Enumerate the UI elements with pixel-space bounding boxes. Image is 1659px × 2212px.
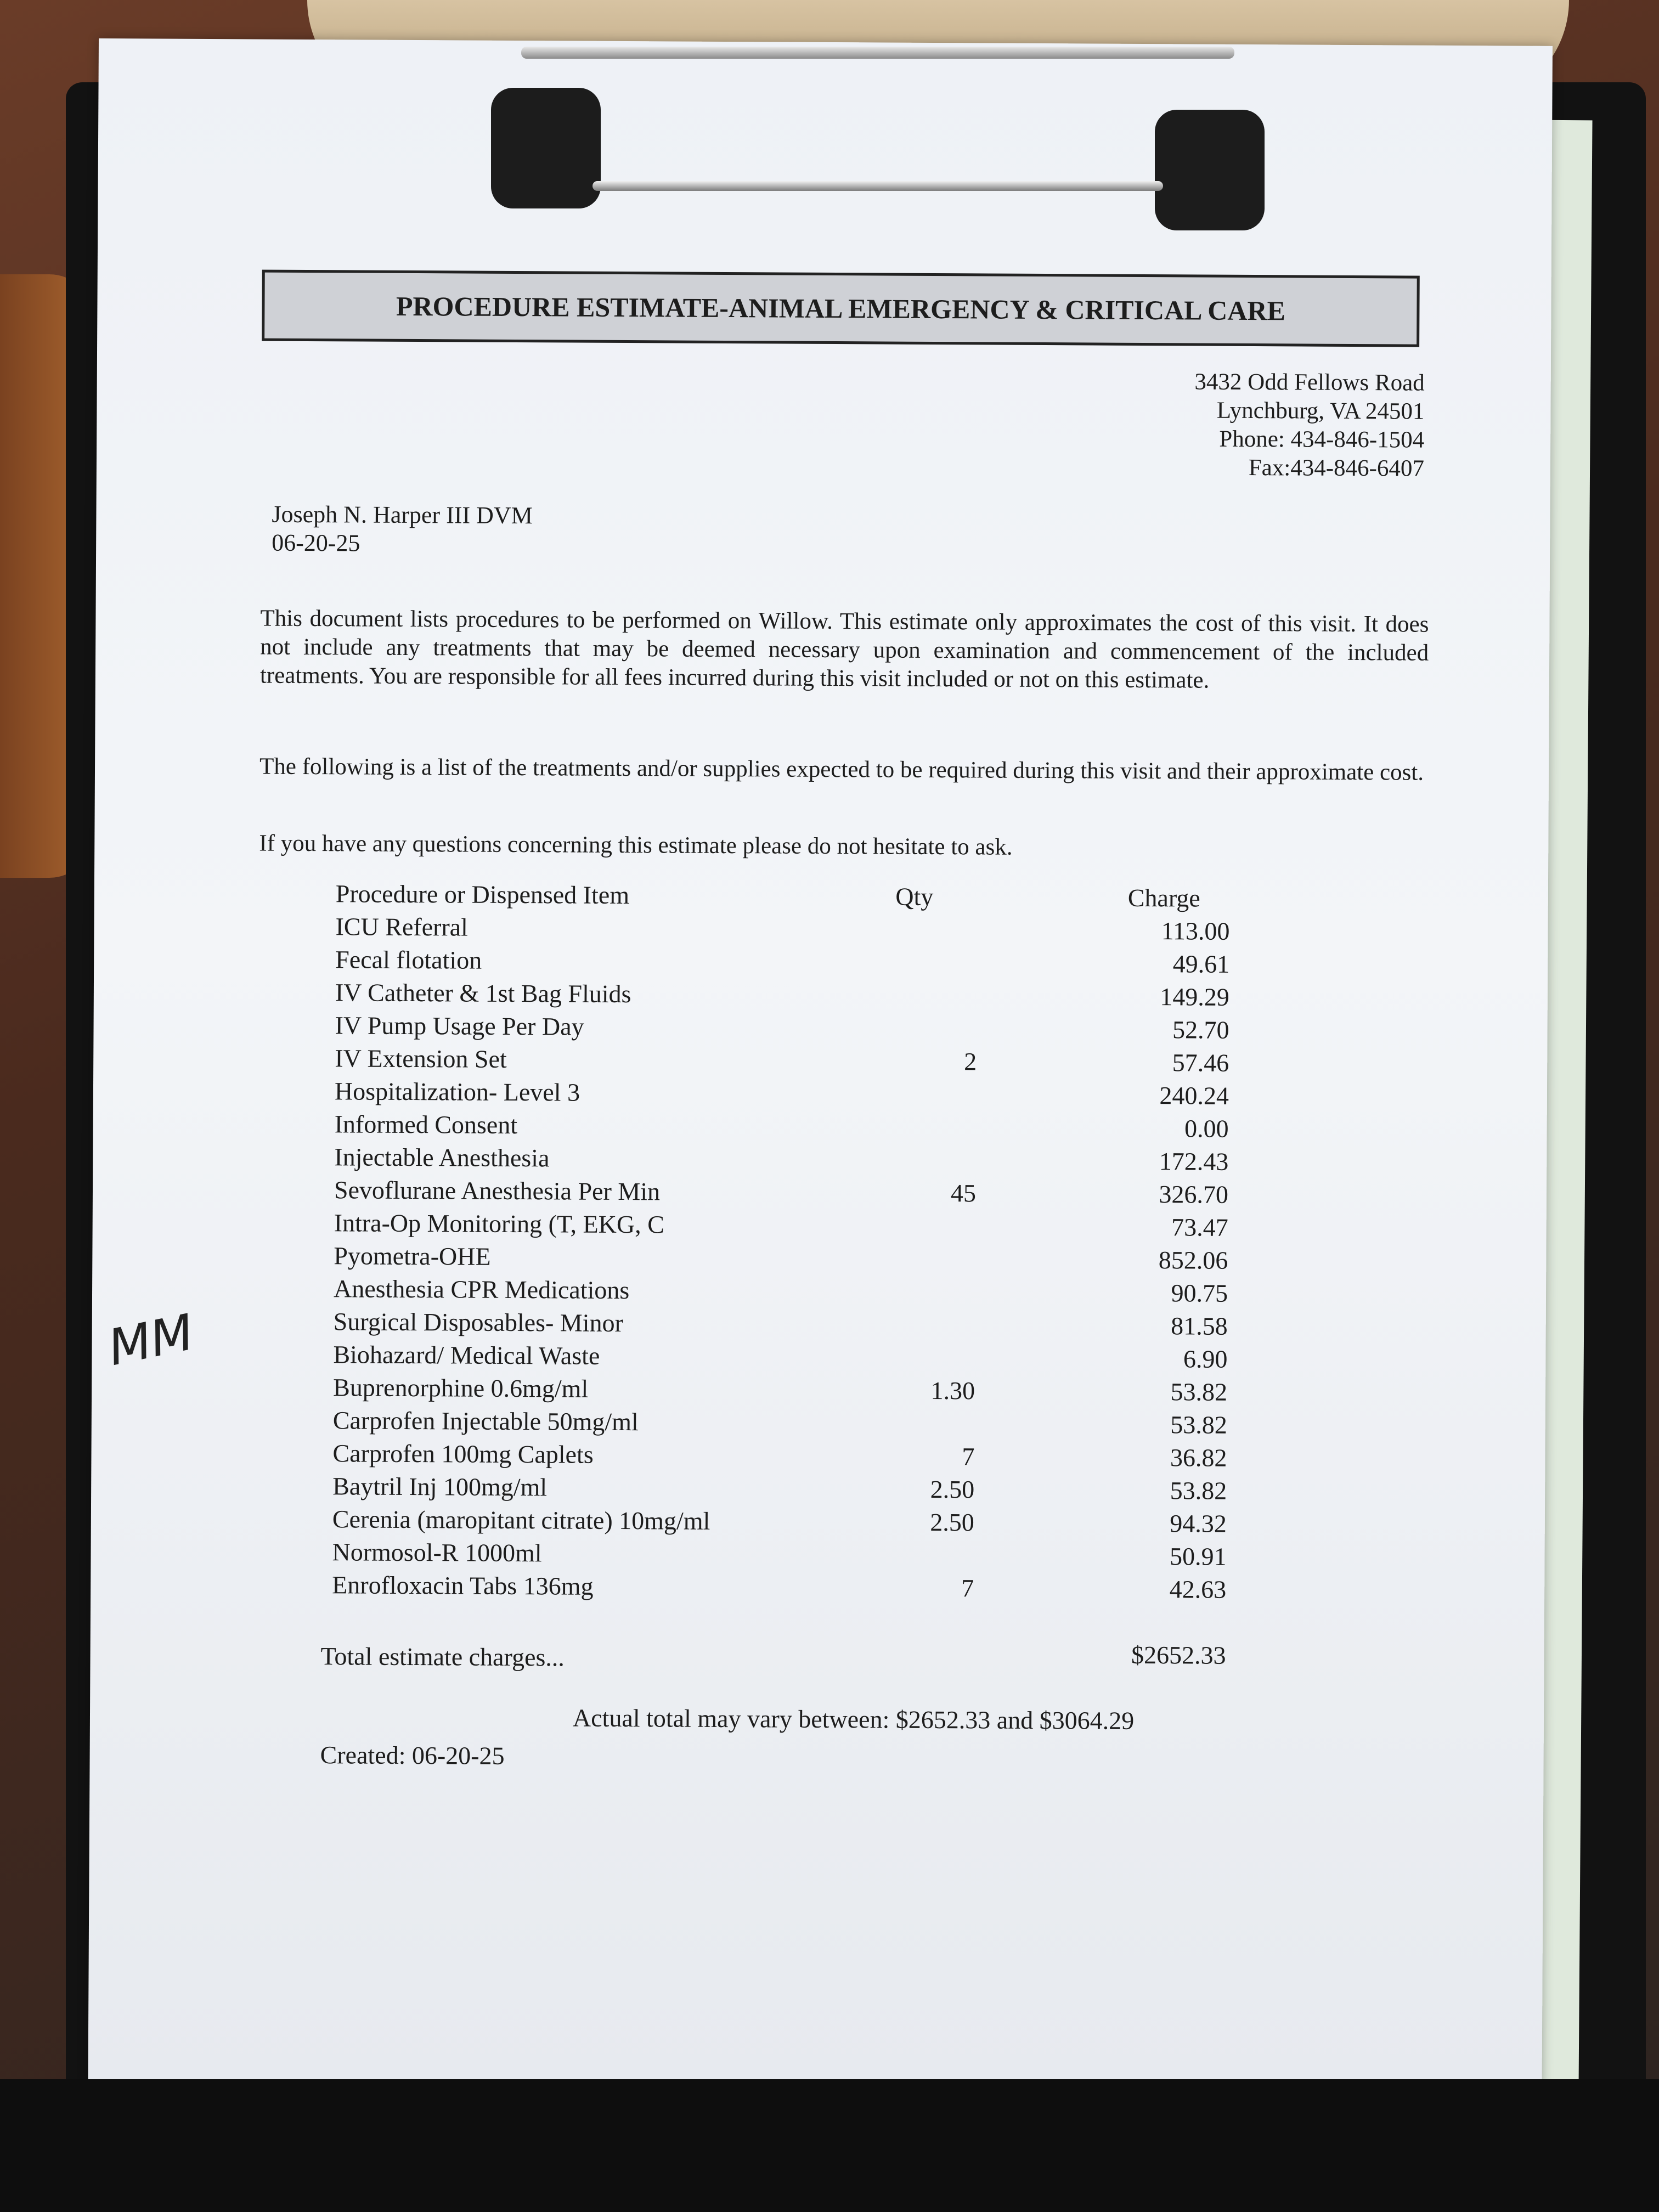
vet-date: 06-20-25 bbox=[272, 529, 360, 557]
row-qty bbox=[888, 1310, 975, 1311]
row-charge: 52.70 bbox=[1172, 1015, 1229, 1044]
table-row bbox=[335, 1011, 1229, 1048]
created-date: Created: 06-20-25 bbox=[320, 1741, 505, 1770]
table-row bbox=[333, 1274, 1228, 1311]
table-row bbox=[334, 1241, 1228, 1278]
row-item: Sevoflurane Anesthesia Per Min bbox=[334, 1176, 661, 1206]
intro-paragraph-2: The following is a list of the treatments and/or supplies expected to be required during this visit and their approximate cost. bbox=[259, 753, 1424, 786]
row-charge: 53.82 bbox=[1170, 1378, 1228, 1406]
row-item: IV Pump Usage Per Day bbox=[335, 1011, 584, 1041]
row-charge: 0.00 bbox=[1184, 1114, 1229, 1143]
row-qty bbox=[889, 948, 977, 949]
row-qty: 7 bbox=[961, 1574, 974, 1602]
row-item: Baytril Inj 100mg/ml bbox=[332, 1472, 548, 1502]
row-charge: 36.82 bbox=[1170, 1443, 1227, 1472]
total-label: Total estimate charges... bbox=[320, 1642, 565, 1672]
table-row bbox=[333, 1307, 1228, 1344]
intro-paragraph-1: This document lists procedures to be performed on Willow. This estimate only approximates the cost of this visit. It does not include any treatments that may be deemed necessary upon examination and commencement of the included treatments. You are responsible for all fees incurred during this visit included or not on this estimate. bbox=[259, 605, 1429, 693]
row-qty: 1.30 bbox=[930, 1376, 975, 1405]
table-row bbox=[335, 1043, 1229, 1081]
row-charge: 172.43 bbox=[1159, 1147, 1229, 1176]
row-charge: 240.24 bbox=[1159, 1081, 1229, 1110]
row-qty bbox=[890, 915, 978, 916]
estimate-page bbox=[88, 38, 1553, 2087]
table-row bbox=[332, 1570, 1227, 1607]
row-charge: 149.29 bbox=[1160, 983, 1230, 1011]
table-header bbox=[335, 879, 1200, 916]
bottom-shadow bbox=[0, 2079, 1659, 2212]
row-item: Injectable Anesthesia bbox=[334, 1143, 550, 1172]
table-row bbox=[334, 1208, 1228, 1245]
row-qty bbox=[888, 1277, 975, 1278]
header-charge: Charge bbox=[1127, 883, 1200, 912]
row-item: IV Catheter & 1st Bag Fluids bbox=[335, 978, 631, 1008]
table-row bbox=[334, 1076, 1229, 1114]
table-row bbox=[332, 1438, 1227, 1476]
row-charge: 49.61 bbox=[1172, 950, 1230, 978]
row-item: Informed Consent bbox=[334, 1110, 518, 1139]
address-line2: Lynchburg, VA 24501 bbox=[1216, 397, 1425, 425]
row-item: Carprofen Injectable 50mg/ml bbox=[332, 1406, 639, 1436]
table-row bbox=[332, 1406, 1227, 1443]
clip-left-grip bbox=[491, 88, 601, 208]
table-row bbox=[334, 1175, 1229, 1212]
row-qty: 7 bbox=[962, 1442, 975, 1471]
row-qty bbox=[888, 1211, 976, 1212]
table-row bbox=[332, 1471, 1227, 1509]
row-item: Biohazard/ Medical Waste bbox=[333, 1340, 600, 1370]
vet-name: Joseph N. Harper III DVM bbox=[272, 500, 533, 529]
row-item: Fecal flotation bbox=[335, 945, 482, 974]
row-charge: 57.46 bbox=[1172, 1048, 1229, 1077]
header-qty: Qty bbox=[895, 882, 934, 911]
row-item: IV Extension Set bbox=[335, 1044, 507, 1073]
clinic-phone: Phone: 434-846-1504 bbox=[1219, 426, 1425, 453]
row-qty: 2.50 bbox=[930, 1475, 975, 1504]
row-qty: 45 bbox=[950, 1179, 977, 1207]
table-row bbox=[335, 978, 1230, 1015]
row-item: Hospitalization- Level 3 bbox=[334, 1077, 580, 1107]
row-charge: 81.58 bbox=[1171, 1312, 1228, 1340]
row-charge: 53.82 bbox=[1170, 1476, 1227, 1505]
document-title: PROCEDURE ESTIMATE-ANIMAL EMERGENCY & CRITICAL CARE bbox=[262, 270, 1420, 347]
row-item: Carprofen 100mg Caplets bbox=[332, 1439, 594, 1469]
row-qty: 2 bbox=[964, 1047, 977, 1076]
table-row bbox=[335, 912, 1230, 949]
row-item: Intra-Op Monitoring (T, EKG, C bbox=[334, 1209, 664, 1239]
total-range: Actual total may vary between: $2652.33 and $3064.29 bbox=[572, 1703, 1135, 1735]
row-item: Enrofloxacin Tabs 136mg bbox=[332, 1571, 594, 1600]
row-charge: 6.90 bbox=[1183, 1345, 1228, 1373]
row-item: Surgical Disposables- Minor bbox=[333, 1307, 623, 1338]
clip-wire bbox=[592, 181, 1163, 191]
address-line1: 3432 Odd Fellows Road bbox=[1194, 369, 1425, 396]
clip-right-grip bbox=[1155, 110, 1265, 230]
clip-bar bbox=[521, 47, 1234, 59]
row-qty bbox=[888, 1244, 976, 1245]
clinic-fax: Fax:434-846-6407 bbox=[1248, 454, 1425, 482]
row-charge: 73.47 bbox=[1171, 1213, 1228, 1242]
row-charge: 90.75 bbox=[1171, 1279, 1228, 1307]
row-charge: 113.00 bbox=[1161, 917, 1230, 945]
row-item: ICU Referral bbox=[335, 912, 469, 941]
total-row bbox=[320, 1640, 1226, 1672]
row-charge: 50.91 bbox=[1169, 1542, 1227, 1571]
clinic-address bbox=[1194, 368, 1425, 483]
row-qty: 2.50 bbox=[930, 1508, 974, 1537]
row-charge: 42.63 bbox=[1169, 1575, 1227, 1604]
table-row bbox=[332, 1373, 1228, 1410]
estimate-table bbox=[332, 879, 1230, 1607]
header-item: Procedure or Dispensed Item bbox=[335, 879, 630, 910]
row-charge: 94.32 bbox=[1170, 1509, 1227, 1538]
vet-block bbox=[272, 500, 533, 558]
table-row bbox=[333, 1340, 1228, 1377]
row-item: Buprenorphine 0.6mg/ml bbox=[332, 1373, 589, 1403]
table-row bbox=[334, 1142, 1229, 1180]
row-item: Anesthesia CPR Medications bbox=[333, 1274, 630, 1305]
row-item: Pyometra-OHE bbox=[334, 1242, 491, 1271]
row-item: Cerenia (maropitant citrate) 10mg/ml bbox=[332, 1505, 710, 1535]
table-row bbox=[332, 1504, 1227, 1542]
row-item: Normosol-R 1000ml bbox=[332, 1538, 542, 1567]
table-row bbox=[335, 945, 1230, 982]
table-row bbox=[332, 1537, 1227, 1575]
row-charge: 852.06 bbox=[1158, 1246, 1228, 1274]
row-charge: 326.70 bbox=[1159, 1180, 1229, 1209]
table-row bbox=[334, 1109, 1229, 1147]
total-amount: $2652.33 bbox=[1131, 1640, 1226, 1669]
row-qty bbox=[888, 1343, 975, 1344]
row-charge: 53.82 bbox=[1170, 1410, 1227, 1439]
handwritten-initials: MM bbox=[103, 1303, 199, 1378]
intro-paragraph-3: If you have any questions concerning this estimate please do not hesitate to ask. bbox=[259, 830, 1013, 860]
